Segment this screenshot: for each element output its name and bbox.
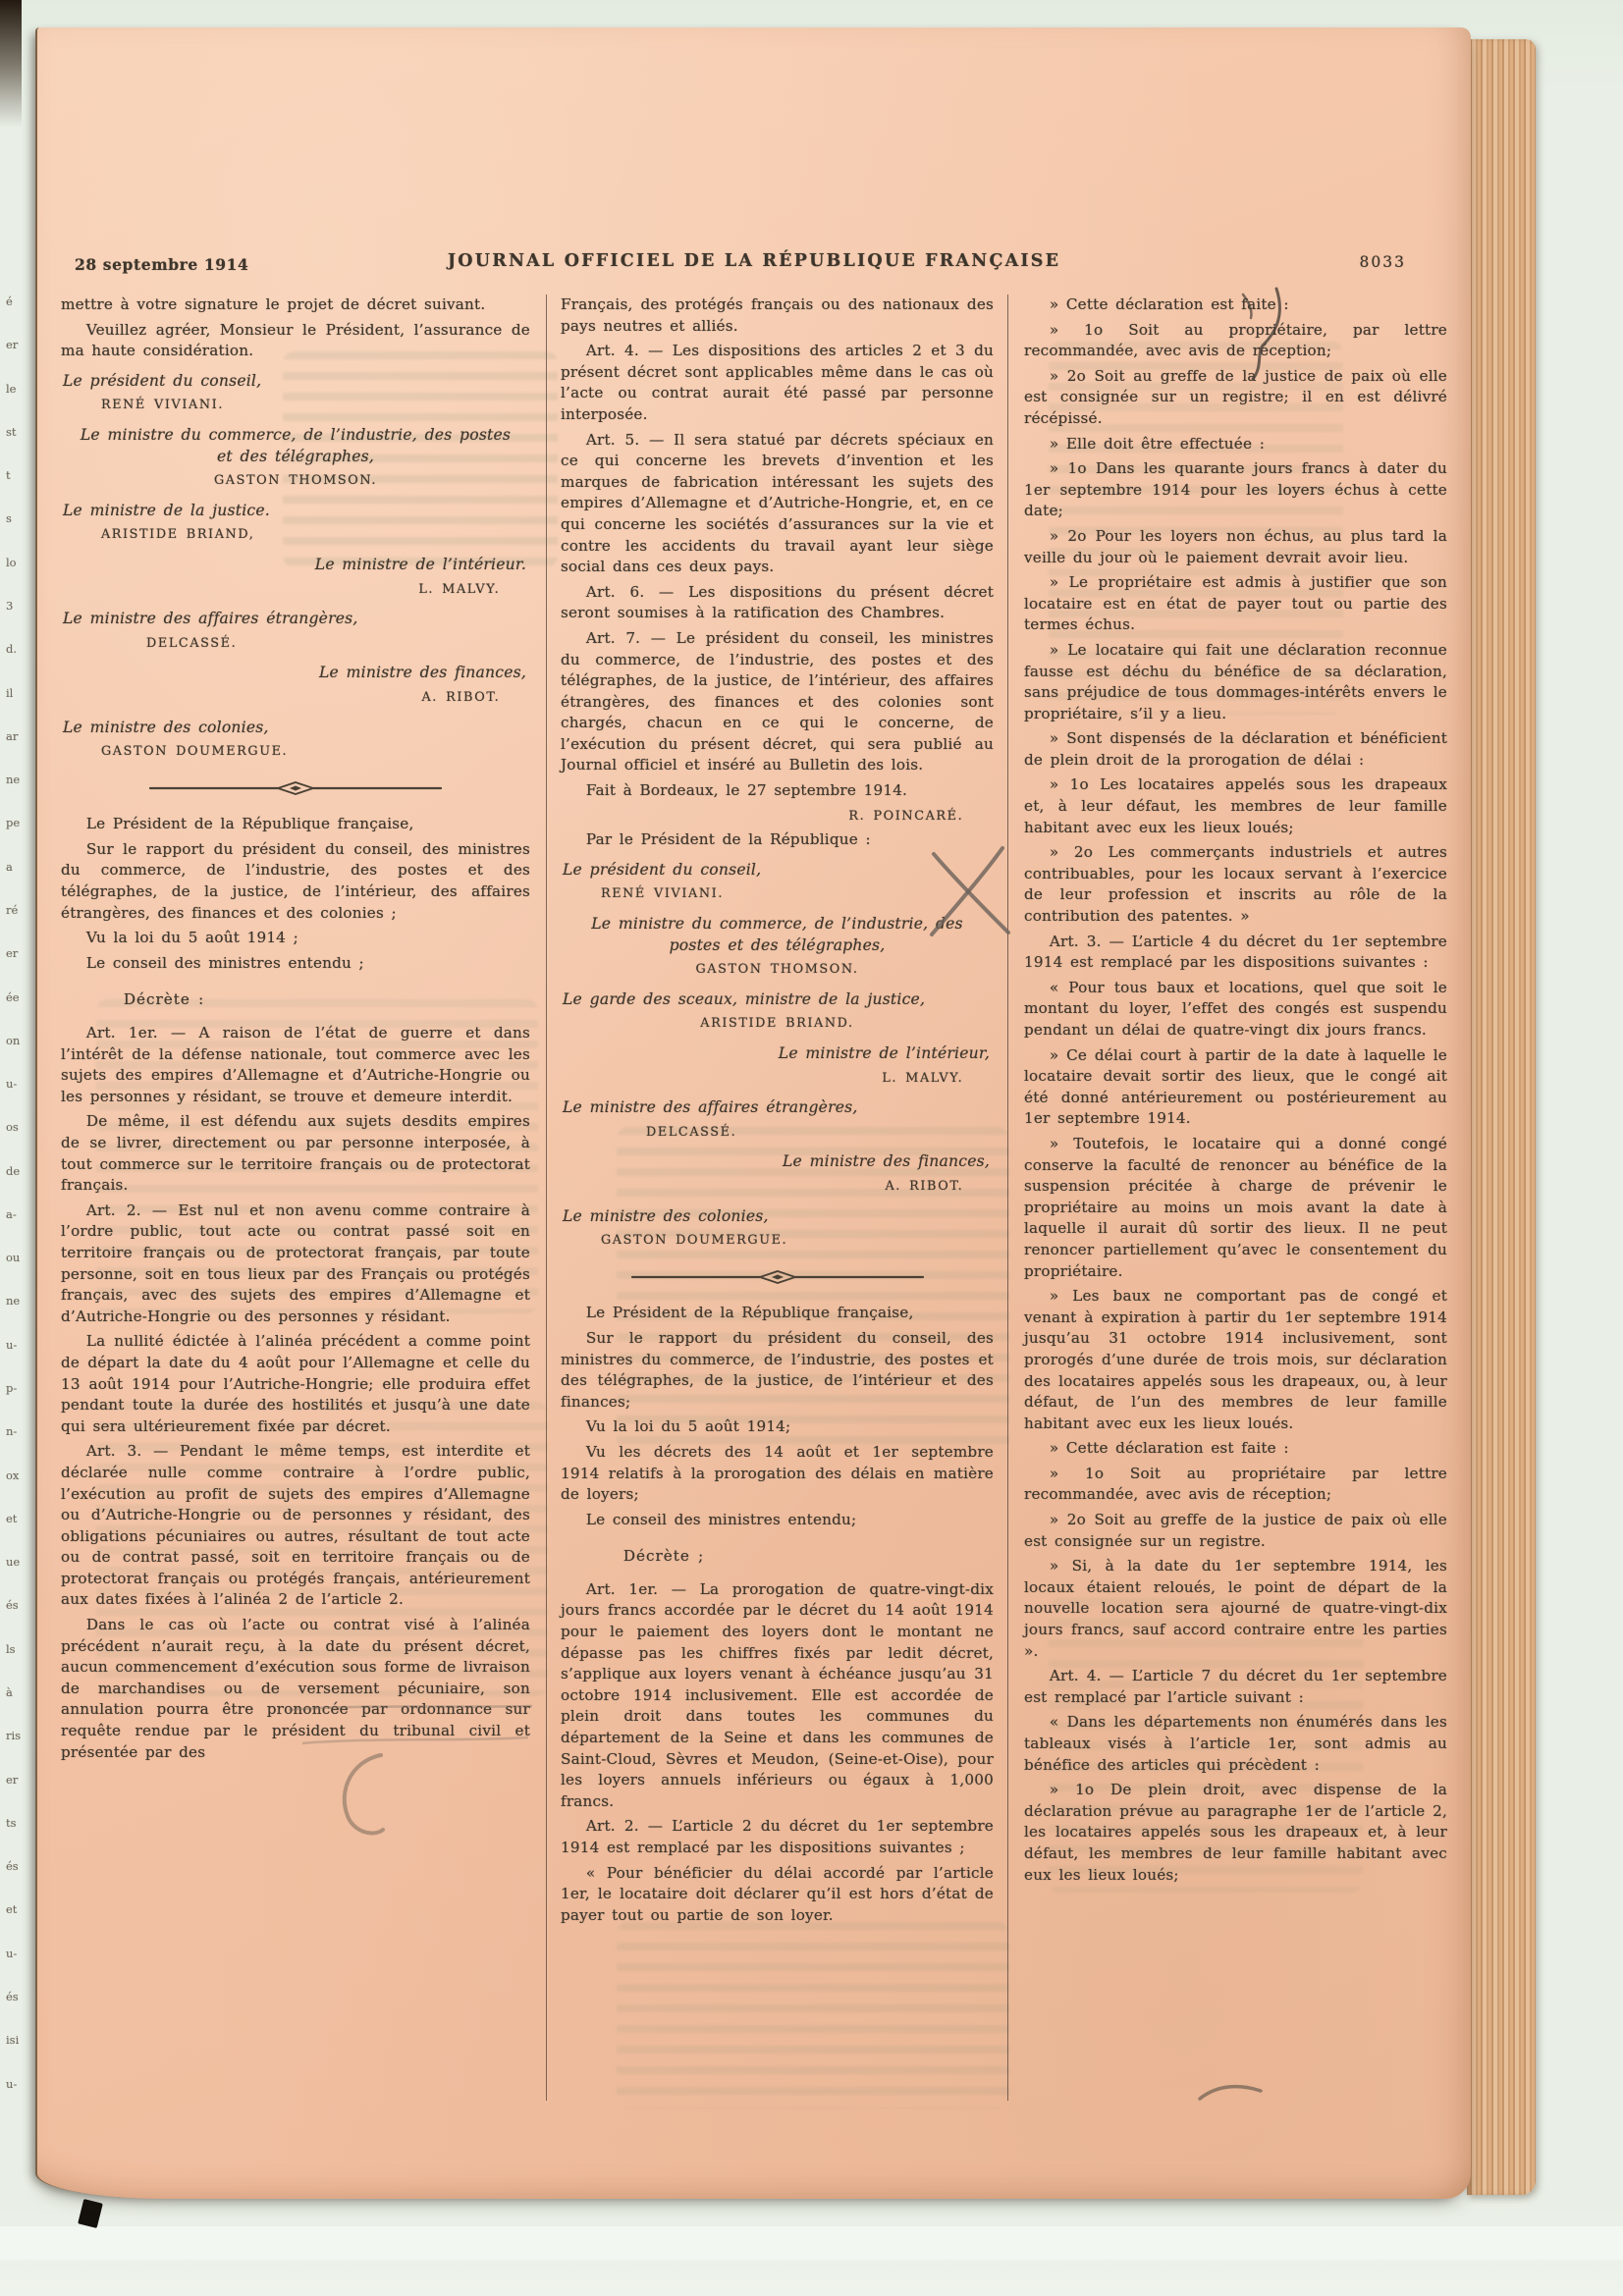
paragraph: Art. 5. — Il sera statué par décrets spéciaux en ce qui concerne les brevets d’invention et les marques de fabrication intéressant les sujets des empires d’Allemagne et d’Autriche-Hongrie, et, en ce qui concerne les sociétés d’assurances sur la vie et contre les accidents du travail ayant leur siège social dans ces deux pays. (561, 430, 994, 576)
margin-fragment: ts (6, 1815, 17, 1830)
paragraph: « Pour bénéficier du délai accordé par l’article 1er, le locataire doit déclarer qu’il est hors d’état de payer tout ou partie de son loyer. (561, 1863, 994, 1924)
paragraph: » 1o Soit au propriétaire, par lettre recommandée, avec avis de réception; (1024, 320, 1447, 360)
margin-fragment: n- (6, 1424, 18, 1439)
margin-fragment: de (6, 1163, 21, 1178)
paragraph: Art. 7. — Le président du conseil, les ministres du commerce, de l’industrie, des postes et des télégraphes, de la justice, de l’intérieur, des affaires étrangères, des finances et des colonies sont chargés, chacun en ce qui le concerne, de l’exécution du présent décret, qui sera publié au Journal officiel et inséré au Bulletin des lois. (561, 628, 994, 774)
signature-role: Le ministre des finances, (319, 664, 526, 682)
paragraph: Vu la loi du 5 août 1914 ; (85, 929, 298, 947)
paragraph: mettre à votre signature le projet de décret suivant. (61, 295, 486, 313)
signatory-name: A. RIBOT. (421, 689, 501, 705)
margin-fragment: pe (6, 816, 21, 830)
book-spine (0, 0, 22, 128)
paragraph: Le conseil des ministres entendu ; (85, 953, 364, 972)
signatory-name: DELCASSÉ. (646, 1124, 737, 1140)
margin-fragment: ris (6, 1729, 22, 1743)
signature-role: Le ministre des colonies, (563, 1206, 769, 1225)
paragraph: » Si, à la date du 1er septembre 1914, les locaux étaient reloués, le point de départ de la nouvelle location sera ajourné de quatre-vingt-dix jours francs, sauf accord contraire entre les parties ». (1024, 1557, 1447, 1660)
margin-fragments (6, 294, 31, 2091)
paragraph: » 2o Pour les loyers non échus, au plus tard la veille du jour où le paiement devrait avoir lieu. (1024, 526, 1447, 566)
signature-role: Le président du conseil, (63, 371, 262, 390)
paragraph: Par le Président de la République : (585, 830, 871, 849)
decree-heading: Décrète : (123, 990, 205, 1009)
masthead-title: JOURNAL OFFICIEL DE LA RÉPUBLIQUE FRANÇAISE (447, 251, 1061, 271)
paragraph: » Le locataire qui fait une déclaration reconnue fausse est déchu du bénéfice de sa déclaration, sans préjudice de tous dommages-intérêts envers le propriétaire, s’il y a lieu. (1024, 640, 1447, 722)
margin-fragment: és (6, 1859, 19, 1874)
paragraph: De même, il est défendu aux sujets desdits empires de se livrer, directement ou par personne interposée, à tout commerce sur le territoire français ou de protectorat français. (61, 1112, 530, 1195)
margin-fragment: ls (6, 1641, 16, 1656)
margin-fragment: os (6, 1120, 19, 1135)
margin-fragment: er (6, 338, 19, 352)
paragraph: Sur le rapport du président du conseil, des ministres du commerce, de l’industrie, des postes et des télégraphes, de la justice, de l’intérieur, des affaires étrangères, des finances et des colonies ; (61, 839, 530, 922)
page-edge-stack (1467, 39, 1536, 2195)
signature-role: Le ministre des affaires étrangères, (563, 1098, 858, 1117)
margin-fragment: s (6, 511, 12, 526)
paragraph: Vu la loi du 5 août 1914; (585, 1417, 791, 1436)
signatory-name: L. MALVY. (882, 1070, 964, 1086)
signatory-name: GASTON THOMSON. (695, 962, 859, 978)
paragraph: Art. 4. — Les dispositions des articles 2 et 3 du présent décret sont applicables même dans le cas où l’acte ou contrat aurait été passé par personne interposée. (561, 342, 994, 423)
paragraph: Le Président de la République française, (85, 815, 414, 833)
margin-fragment: a (6, 859, 13, 874)
margin-fragment: a- (6, 1206, 17, 1221)
margin-fragment: t (6, 468, 11, 483)
paragraph: Art. 2. — Est nul et non avenu comme contraire à l’ordre public, tout acte ou contrat passé soit en territoire français ou de protectorat français, par toute personne, soit en tous lieux par des Français ou protégés français, avec des sujets des empires d’Allemagne et d’Autriche-Hongrie ou des personnes y résidant. (61, 1201, 530, 1325)
paragraph: « Pour tous baux et locations, quel que soit le montant du loyer, l’effet des congés est suspendu pendant un délai de quatre-vingt dix jours francs. (1024, 978, 1447, 1039)
margin-fragment: il (6, 685, 14, 700)
signatory-name: RENÉ VIVIANI. (100, 398, 224, 413)
paragraph: » 2o Soit au greffe de la justice de paix où elle est consignée sur un registre. (1024, 1511, 1447, 1550)
paragraph: » Sont dispensés de la déclaration et bénéficient de plein droit de la prorogation de délai : (1024, 729, 1447, 769)
paragraph: » Elle doit être effectuée : (1049, 434, 1266, 453)
paragraph: Français, des protégés français ou des nationaux des pays neutres et alliés. (561, 295, 994, 335)
paragraph: Sur le rapport du président du conseil, des ministres du commerce, de l’industrie, des postes et des télégraphes, de la justice, de l’intérieur et des finances; (561, 1328, 994, 1411)
margin-fragment: st (6, 424, 17, 439)
spine-corner-mark (78, 2199, 103, 2228)
margin-fragment: isi (6, 2033, 20, 2048)
paragraph: » Toutefois, le locataire qui a donné congé conserve la faculté de renoncer au bénéfice de la suspension précitée à charge de prévenir le propriétaire au moins un mois avant la date à laquelle il aurait dû sortir des lieux. Il ne peut renoncer partiellement qu’avec le consentement du propriétaire. (1024, 1134, 1447, 1280)
paragraph: « Dans les départements non énumérés dans les tableaux visés à l’article 1er, sont admis au bénéfice des articles qui précèdent : (1024, 1713, 1447, 1774)
decree-heading: Décrète ; (622, 1547, 705, 1566)
signature-role: Le président du conseil, (563, 860, 762, 879)
margin-fragment: et (6, 1511, 18, 1525)
page-number: 8033 (1359, 253, 1406, 271)
paragraph: Le Président de la République française, (585, 1304, 914, 1322)
paragraph: » Les baux ne comportant pas de congé et venant à expiration à partir du 1er septembre 1914 jusqu’au 31 octobre 1914 inclusivement, sont prorogés d’une durée de trois mois, sur déclaration des locataires appelés sous les drapeaux, ou, à leur défaut, de l’un des membres de leur famille habitant avec eux les lieux loués. (1024, 1287, 1447, 1432)
margin-fragment: 3 (6, 598, 14, 613)
column-1 (61, 294, 546, 2101)
paragraph: » Ce délai court à partir de la date à laquelle le locataire devait sortir des lieux, que le congé ait été donné antérieurement ou postérieurement au 1er septembre 1914. (1024, 1045, 1447, 1128)
signature-role: Le garde des sceaux, ministre de la justice, (563, 989, 926, 1008)
margin-fragment: à (6, 1685, 13, 1699)
paragraph: » Le propriétaire est admis à justifier que son locataire est en état de payer tout ou partie des termes échus. (1024, 573, 1447, 634)
signatory-name: RENÉ VIVIANI. (600, 886, 724, 902)
margin-fragment: ou (6, 1251, 21, 1265)
paragraph: Art. 2. — L’article 2 du décret du 1er septembre 1914 est remplacé par les dispositions suivantes ; (561, 1817, 994, 1856)
paragraph: Art. 3. — Pendant le même temps, est interdite et déclarée nulle comme contraire à l’ordre public, l’exécution au profit de sujets des empires d’Allemagne ou d’Autriche-Hongrie ou de personnes y résidant, des obligations pécuniaires ou autres, résultant de tout acte ou de contrat passé, soit en territoire français ou de protectorat français ou protégés français, antérieurement aux dates fixées à l’alinéa 2 de l’article 2. (61, 1442, 530, 1609)
signatory-name: GASTON DOUMERGUE. (100, 744, 289, 760)
signature-role: Le ministre du commerce, de l’industrie, des postes et des télégraphes, (80, 425, 512, 465)
paragraph: » 1o Les locataires appelés sous les drapeaux et, à leur défaut, les membres de leur famille habitant avec eux les lieux loués; (1024, 775, 1447, 836)
paragraph: Fait à Bordeaux, le 27 septembre 1914. (585, 781, 908, 800)
page-header (37, 251, 1471, 294)
paragraph: Art. 6. — Les dispositions du présent décret seront soumises à la ratification des Chambres. (561, 582, 994, 622)
paragraph: Art. 4. — L’article 7 du décret du 1er septembre est remplacé par l’article suivant : (1024, 1667, 1447, 1706)
margin-fragment: lo (6, 555, 17, 569)
signatory-name: ARISTIDE BRIAND. (700, 1016, 854, 1032)
divider-ornament-icon (148, 780, 443, 803)
paragraph: Le conseil des ministres entendu; (585, 1510, 857, 1528)
paragraph: » 1o De plein droit, avec dispense de la déclaration prévue au paragraphe 1er de l’article 2, les locataires appelés sous les drapeaux et, à leur défaut, les membres de leur famille habitant avec eux les lieux loués; (1024, 1781, 1447, 1884)
signatory-name: GASTON THOMSON. (213, 473, 378, 489)
margin-fragment: u- (6, 1946, 18, 1960)
paragraph: La nullité édictée à l’alinéa précédent a comme point de départ la date du 4 août pour l’Allemagne et celle du 13 août 1914 pour l’Autriche-Hongrie; elle produira effet pendant toute la durée des hostilités et jusqu’à une date qui sera ultérieurement fixée par décret. (61, 1332, 530, 1435)
margin-fragment: ue (6, 1555, 21, 1570)
paragraph: Vu les décrets des 14 août et 1er septembre 1914 relatifs à la prorogation des délais en matière de loyers; (561, 1442, 994, 1504)
column-layout (61, 294, 1447, 2101)
signatory-name: GASTON DOUMERGUE. (600, 1233, 788, 1249)
signatory-name: L. MALVY. (418, 581, 501, 597)
margin-fragment: p- (6, 1381, 18, 1396)
scan-background-band (0, 2226, 1623, 2260)
divider-ornament-icon (630, 1269, 925, 1292)
paragraph: » 2o Les commerçants industriels et autres contribuables, pour les locaux servant à l’exercice de leur profession et inscrits au rôle de la contribution des patentes. » (1024, 843, 1447, 926)
margin-fragment: d. (6, 642, 18, 657)
paragraph: » 2o Soit au greffe de la justice de paix où elle est consignée sur un registre; il en est délivré récépissé. (1024, 366, 1447, 427)
margin-fragment: u- (6, 1077, 18, 1092)
paragraph: Dans le cas où l’acte ou contrat visé à l’alinéa précédent n’aurait reçu, à la date du présent décret, aucun commencement d’exécution sous forme de livraison de marchandises ou de versement pécuniaire, son annulation pourra être prononcée par ordonnance sur requête rendue par le président du tribunal civil et présentée par des (61, 1616, 530, 1761)
margin-fragment: le (6, 381, 17, 396)
margin-fragment: u- (6, 2076, 18, 2091)
margin-fragment: er (6, 1772, 19, 1787)
signatory-name: R. POINCARÉ. (848, 808, 964, 824)
issue-date: 28 septembre 1914 (75, 255, 249, 274)
signature-role: Le ministre de la justice. (63, 501, 270, 519)
margin-fragment: et (6, 1902, 18, 1917)
newspaper-page (35, 27, 1471, 2199)
margin-fragment: ré (6, 902, 19, 917)
margin-fragment: és (6, 1598, 19, 1613)
paragraph: Veuillez agréer, Monsieur le Président, l’assurance de ma haute considération. (61, 320, 530, 360)
signatory-name: ARISTIDE BRIAND, (100, 527, 255, 543)
margin-fragment: er (6, 946, 19, 961)
paragraph: » Cette déclaration est faite : (1049, 1439, 1289, 1458)
signature-role: Le ministre de l’intérieur. (314, 555, 526, 573)
margin-fragment: ox (6, 1468, 20, 1482)
margin-fragment: on (6, 1033, 21, 1047)
paragraph: Art. 3. — L’article 4 du décret du 1er septembre 1914 est remplacé par les dispositions suivantes : (1024, 932, 1447, 972)
margin-fragment: ne (6, 1294, 21, 1308)
signatory-name: A. RIBOT. (885, 1178, 964, 1194)
signature-role: Le ministre des affaires étrangères, (63, 610, 358, 628)
signature-role: Le ministre des colonies, (63, 718, 269, 736)
margin-fragment: ar (6, 728, 19, 743)
margin-fragment: és (6, 1989, 19, 2003)
paragraph: Art. 1er. — A raison de l’état de guerre et dans l’intérêt de la défense nationale, tout commerce avec les sujets des empires d’Allemagne et d’Autriche-Hongrie ou les personnes y résidant, se trouve et demeure interdit. (61, 1024, 530, 1105)
signatory-name: DELCASSÉ. (146, 635, 238, 651)
margin-fragment: ne (6, 773, 21, 787)
paragraph: Art. 1er. — La prorogation de quatre-vingt-dix jours francs accordée par le décret du 14 août 1914 pour le paiement des loyers dont le montant ne dépasse pas les chiffres fixés par ledit décret, s’applique aux loyers venant à échéance jusqu’au 31 octobre 1914 inclusivement. Elle est accordée de plein droit dans toutes les communes du département de la Seine et dans les communes de Saint-Cloud, Sèvres et Meudon, (Seine-et-Oise), pour les loyers annuels inférieurs ou égaux à 1,000 francs. (561, 1579, 994, 1810)
paragraph: » 1o Soit au propriétaire par lettre recommandée, avec avis de réception; (1024, 1464, 1447, 1504)
margin-fragment: é (6, 294, 13, 308)
paragraph: » 1o Dans les quarante jours francs à dater du 1er septembre 1914 pour les loyers échus à cette date; (1024, 459, 1447, 520)
column-2 (546, 294, 1007, 2101)
column-3 (1007, 294, 1447, 2101)
margin-fragment: u- (6, 1337, 18, 1352)
margin-fragment: ée (6, 989, 20, 1004)
paragraph: » Cette déclaration est faite : (1049, 295, 1289, 313)
signature-role: Le ministre de l’intérieur, (778, 1044, 990, 1062)
signature-role: Le ministre du commerce, de l’industrie, des postes et des télégraphes, (591, 915, 963, 954)
signature-role: Le ministre des finances, (783, 1152, 990, 1171)
